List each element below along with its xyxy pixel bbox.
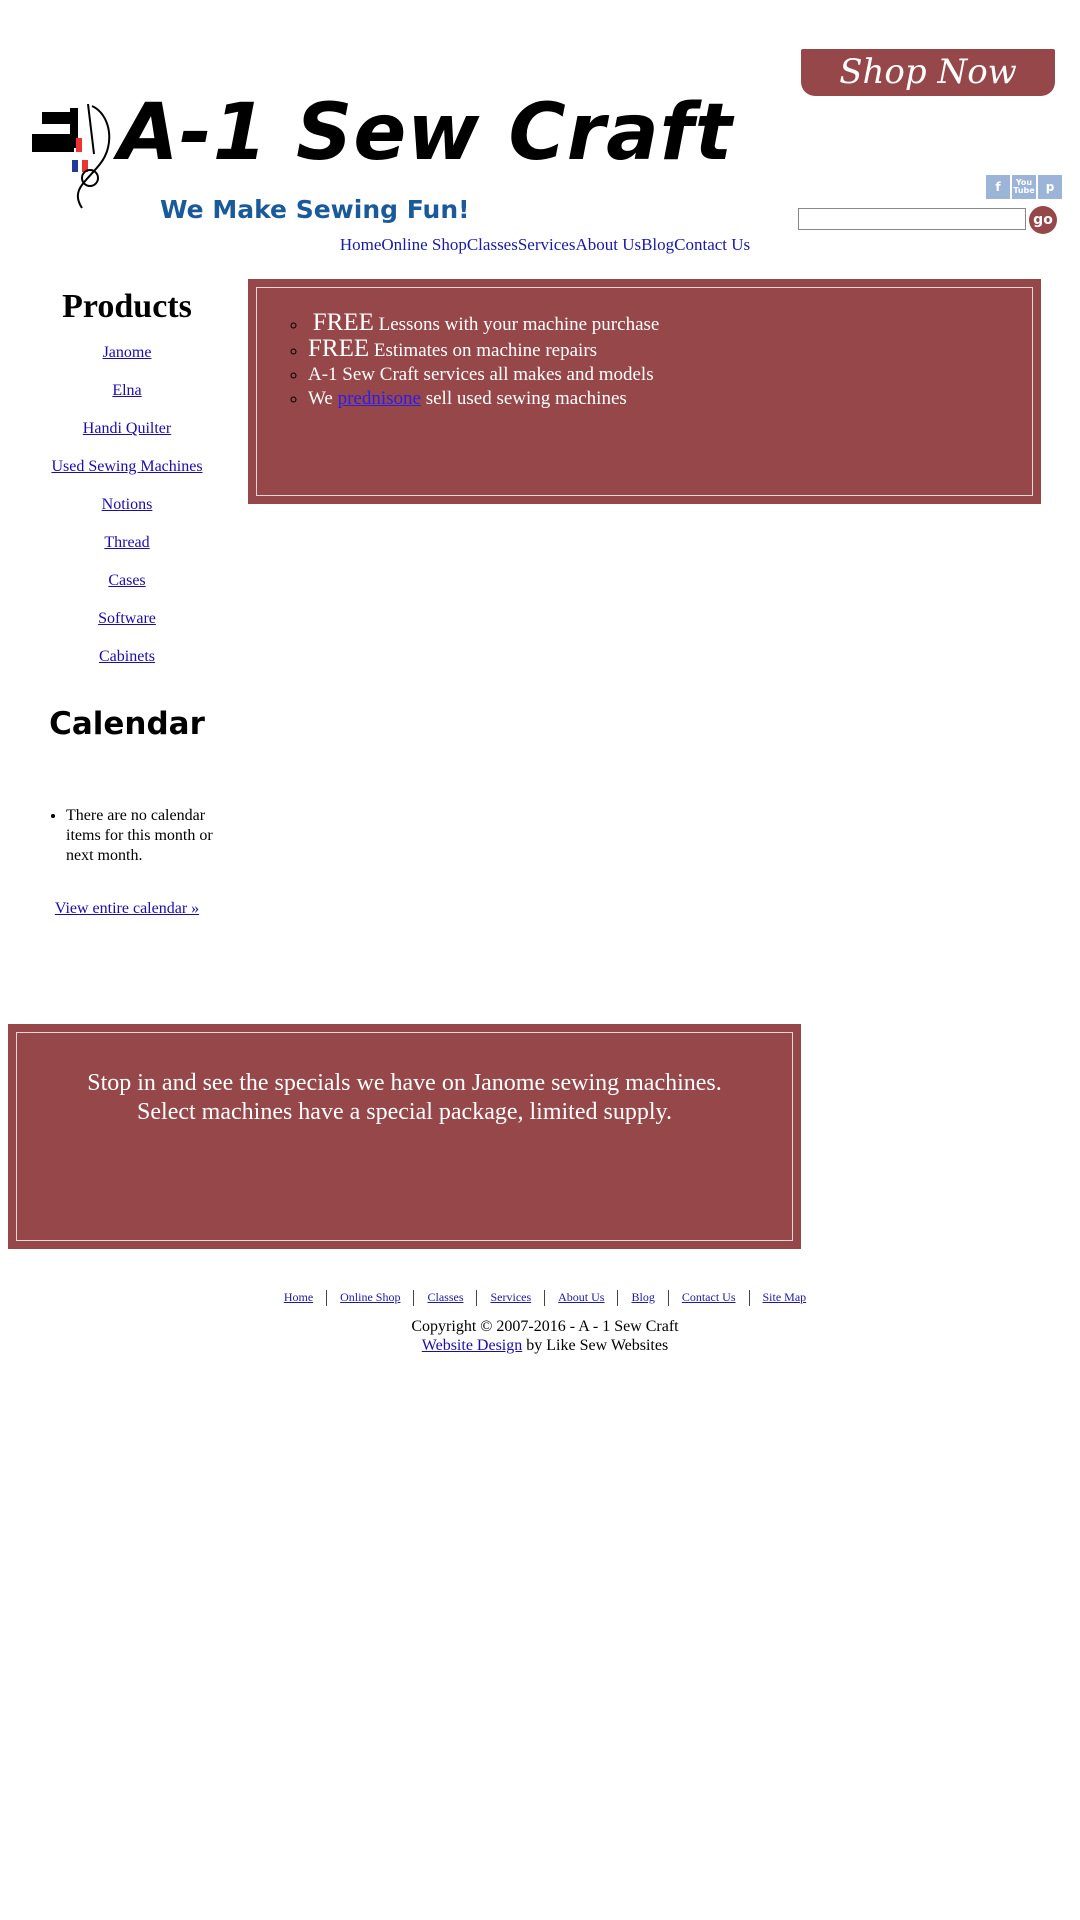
footer-nav bbox=[0, 1290, 1080, 1306]
promo-free-label: FREE bbox=[312, 309, 374, 336]
footer-link-contact-us[interactable]: Contact Us bbox=[681, 1290, 736, 1304]
footer-link-services[interactable]: Services bbox=[490, 1290, 532, 1304]
promo-item-text: sell used sewing machines bbox=[420, 388, 627, 409]
view-calendar-link[interactable]: View entire calendar » bbox=[54, 900, 200, 917]
nav-classes[interactable]: Classes bbox=[466, 235, 518, 254]
promo-item-text: We bbox=[308, 388, 338, 409]
product-link-handi-quilter[interactable]: Handi Quilter bbox=[82, 420, 172, 437]
nav-blog[interactable]: Blog bbox=[641, 235, 675, 254]
promo-item-text: Lessons with your machine purchase bbox=[373, 314, 660, 335]
nav-contact-us[interactable]: Contact Us bbox=[674, 235, 751, 254]
search-go-button[interactable]: go bbox=[1029, 206, 1057, 234]
youtube-icon[interactable]: You Tube bbox=[1012, 175, 1036, 199]
shop-now-button[interactable]: Shop Now bbox=[801, 49, 1055, 96]
nav-home[interactable]: Home bbox=[339, 235, 382, 254]
product-link-cabinets[interactable]: Cabinets bbox=[99, 648, 155, 665]
design-credit bbox=[0, 1336, 1080, 1355]
calendar-list bbox=[36, 806, 218, 866]
promo-list bbox=[248, 311, 659, 411]
sidebar bbox=[36, 280, 218, 918]
specials-line-2: Select machines have a special package, limited supply. bbox=[137, 1099, 672, 1125]
footer-link-site-map[interactable]: Site Map bbox=[762, 1290, 807, 1304]
calendar-heading: Calendar bbox=[49, 706, 205, 742]
product-link-thread[interactable]: Thread bbox=[104, 534, 150, 551]
promo-item-services: ◦ A-1 Sew Craft services all makes and models bbox=[308, 363, 659, 387]
product-link-notions[interactable]: Notions bbox=[101, 496, 153, 513]
product-link-cases[interactable]: Cases bbox=[108, 572, 146, 589]
footer-link-blog[interactable]: Blog bbox=[631, 1290, 655, 1304]
specials-text bbox=[8, 1069, 801, 1127]
product-link-software[interactable]: Software bbox=[98, 610, 156, 627]
design-credit-suffix: by Like Sew Websites bbox=[522, 1337, 669, 1354]
pinterest-icon[interactable]: p bbox=[1038, 175, 1062, 199]
copyright-block bbox=[0, 1317, 1080, 1355]
facebook-icon[interactable]: f bbox=[986, 175, 1010, 199]
promo-free-label: FREE bbox=[308, 335, 370, 362]
product-link-janome[interactable]: Janome bbox=[102, 344, 152, 361]
footer-link-classes[interactable]: Classes bbox=[427, 1290, 464, 1304]
promo-item-lessons bbox=[308, 311, 659, 337]
products-heading: Products bbox=[62, 288, 192, 325]
nav-about-us[interactable]: About Us bbox=[575, 235, 642, 254]
website-design-link[interactable]: Website Design bbox=[421, 1337, 523, 1354]
promo-item-used bbox=[308, 387, 659, 411]
logo-tagline: We Make Sewing Fun! bbox=[160, 195, 470, 224]
footer-link-online-shop[interactable]: Online Shop bbox=[340, 1290, 401, 1304]
sewing-machine-logo-icon bbox=[30, 104, 120, 214]
footer-link-home[interactable]: Home bbox=[283, 1290, 314, 1304]
promo-item-estimates bbox=[308, 337, 659, 363]
specials-border bbox=[16, 1032, 793, 1241]
calendar-empty-message: • There are no calendar items for this month or next month. bbox=[66, 806, 218, 866]
promo-box bbox=[248, 279, 1041, 504]
product-link-used-sewing-machines[interactable]: Used Sewing Machines bbox=[51, 458, 203, 475]
promo-link[interactable]: prednisone bbox=[337, 388, 421, 409]
main-nav bbox=[0, 235, 1080, 255]
nav-online-shop[interactable]: Online Shop bbox=[381, 235, 467, 254]
footer-link-about-us[interactable]: About Us bbox=[558, 1290, 605, 1304]
product-link-elna[interactable]: Elna bbox=[112, 382, 142, 399]
logo-title[interactable]: A-1 Sew Craft bbox=[118, 88, 734, 178]
promo-item-text: Estimates on machine repairs bbox=[369, 340, 598, 361]
specials-box bbox=[8, 1024, 801, 1249]
nav-services[interactable]: Services bbox=[517, 235, 576, 254]
specials-line-1: Stop in and see the specials we have on Janome sewing machines. bbox=[87, 1070, 722, 1096]
copyright-text: Copyright © 2007-2016 - A - 1 Sew Craft bbox=[411, 1318, 679, 1335]
search-input[interactable] bbox=[798, 208, 1026, 230]
